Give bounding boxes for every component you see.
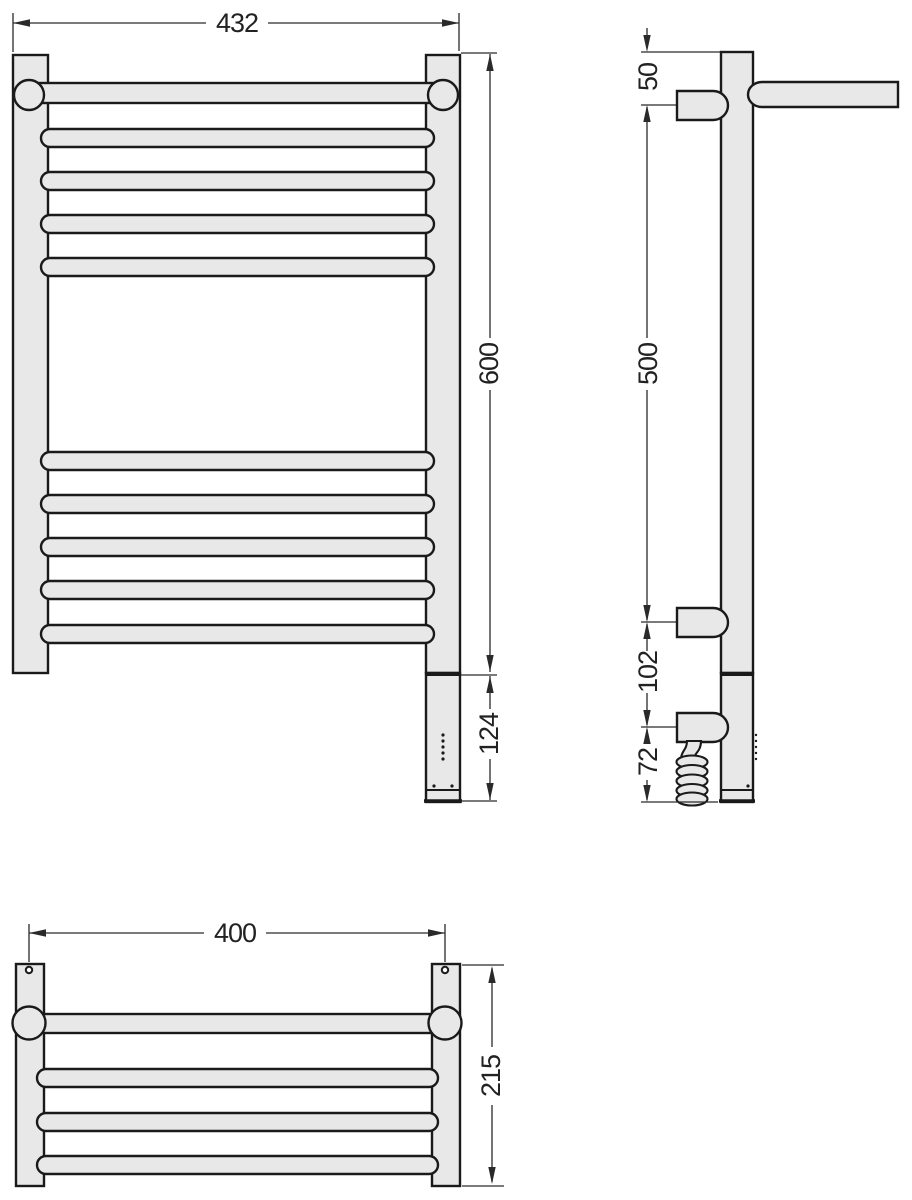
- rail-end-cap-left: [13, 1007, 46, 1040]
- arrowhead: [488, 966, 495, 983]
- plan-depth-dimension: [462, 965, 506, 1186]
- wall-bracket: [748, 82, 898, 107]
- side-span-dimension: [633, 107, 663, 622]
- rung: [41, 538, 434, 556]
- rail-profile-top: [677, 91, 728, 120]
- side-cable-drop-dimension: [633, 727, 663, 802]
- rung: [41, 129, 434, 147]
- front-height-dimension: [461, 53, 504, 675]
- plan-spacing-label: 400: [213, 918, 257, 948]
- rung: [41, 172, 434, 190]
- heater-housing: [426, 673, 460, 802]
- arrowhead: [29, 929, 46, 937]
- front-heater-label: 124: [474, 712, 504, 756]
- rung: [41, 625, 434, 643]
- plan-view: [13, 964, 462, 1186]
- right-post: [426, 55, 460, 673]
- rung: [37, 1069, 438, 1087]
- rail-end-cap-right: [429, 1007, 462, 1040]
- plan-depth-label: 215: [476, 1054, 506, 1098]
- rung: [41, 215, 434, 233]
- rung: [37, 1113, 438, 1131]
- heating-element-profile: [677, 713, 728, 742]
- side-view: [677, 52, 899, 806]
- mounting-hole: [442, 967, 448, 973]
- arrowhead: [643, 785, 650, 802]
- arrowhead: [486, 676, 493, 693]
- arrowhead: [486, 655, 493, 672]
- arrowhead: [442, 19, 459, 27]
- side-offset-label: 50: [633, 62, 663, 92]
- side-heater-housing: [721, 673, 753, 802]
- top-rail: [29, 83, 443, 103]
- arrowhead: [488, 1167, 495, 1184]
- rung: [41, 581, 434, 599]
- arrowhead: [643, 605, 650, 622]
- front-heater-dimension: [461, 676, 504, 801]
- front-view: [13, 55, 462, 802]
- left-post: [13, 55, 48, 673]
- side-span-label: 500: [633, 342, 663, 386]
- rung: [37, 1156, 438, 1174]
- arrowhead: [486, 54, 493, 71]
- front-width-label: 432: [215, 8, 259, 38]
- plan-top-rail: [29, 1014, 445, 1033]
- cable-coil-loop: [677, 793, 708, 806]
- rung: [41, 258, 434, 276]
- arrowhead: [428, 929, 445, 937]
- side-cable-drop-label: 72: [633, 747, 663, 777]
- rung: [41, 452, 434, 470]
- side-element-gap-dimension: [633, 622, 663, 727]
- plan-spacing-dimension: [29, 918, 445, 962]
- arrowhead: [643, 710, 650, 727]
- arrowhead: [643, 35, 650, 52]
- front-height-label: 600: [474, 342, 504, 386]
- power-cable: [677, 741, 708, 806]
- arrowhead: [13, 19, 30, 27]
- side-view-dimensions: [633, 28, 720, 802]
- arrowhead: [486, 783, 493, 800]
- rung: [41, 495, 434, 513]
- side-post: [721, 52, 753, 673]
- side-offset-dimension: [633, 28, 663, 122]
- rail-profile-lower: [677, 608, 728, 637]
- side-element-gap-label: 102: [633, 650, 663, 694]
- front-width-dimension: [13, 8, 459, 52]
- rail-end-cap-right: [428, 80, 458, 110]
- rail-end-cap-left: [14, 80, 44, 110]
- mounting-hole: [26, 967, 32, 973]
